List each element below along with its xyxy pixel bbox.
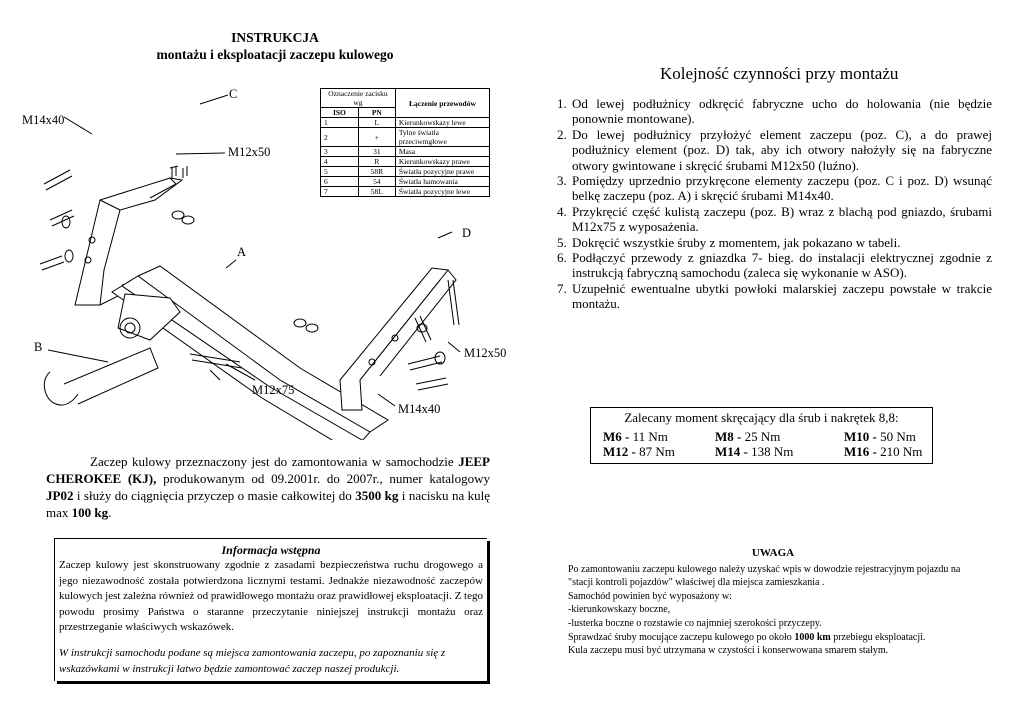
title-line2: montażu i eksploatacji zaczepu kulowego	[156, 47, 394, 62]
info-box	[54, 538, 487, 681]
table-row	[321, 177, 490, 187]
wiring-col-iso: ISO	[321, 108, 359, 118]
list-item: 2. Do lewej podłużnicy przyłożyć element zaczepu (poz. C), a do prawej podłużnicy element (poz. D) tak, aby ich otwory nałożyły się na fabryczne otwory gwintowane i skręcić śrubami M12x50 (luźno).	[570, 127, 992, 173]
label-C: C	[229, 87, 238, 101]
warning-line: -kierunkowskazy boczne,	[568, 604, 671, 616]
row-iso: 2	[321, 128, 359, 147]
row-pn: 31	[358, 147, 395, 157]
table-row	[321, 167, 490, 177]
row-pn: 54	[358, 177, 395, 187]
list-item: 7. Uzupełnić ewentualne ubytki powłoki malarskiej zaczepu powstałe w trakcie montażu.	[570, 281, 992, 312]
row-iso: 6	[321, 177, 359, 187]
wiring-table	[320, 88, 490, 197]
info-italic-note: W instrukcji samochodu podane są miejsca zamontowania zaczepu, po zapoznaniu się z wskazówkami w instrukcji łatwo będzie zamontować zaczep naszej produkcji.	[59, 646, 446, 675]
warning-line: -lusterka boczne o rozstawie co najmniej szerokości przyczepy.	[568, 617, 822, 629]
info-text: Zaczep kulowy jest skonstruowany zgodnie z zasadami bezpieczeństwa ruchu drogowego a jego niezawodność została potwierdzona licznymi testami. Jednakże niezawodność zaczepów kulowych jest zależna również od prawidłowego montażu oraz prawidłowej eksploatacji. Z tego powodu prosimy Państwa o staranne przeczytanie niniejszej instrukcji montażu oraz przestrzeganie właściwych wskazówek.	[59, 559, 483, 634]
warning-line: Sprawdzać śruby mocujące zaczepu kulowego po około 1000 km przebiegu eksploatacji.	[568, 631, 926, 643]
row-desc: Światła pozycyjne lewe	[395, 187, 489, 197]
product-description: Zaczep kulowy przeznaczony jest do zamontowania w samochodzie JEEP CHEROKEE (KJ), produkowanym od 09.2001r. do 2007r., numer katalogowy JP02 i służy do ciągnięcia przyczep o masie całkowitej do 3500 kg i nacisku na kulę max 100 kg.	[46, 454, 491, 520]
row-desc: Światła pozycyjne prawe	[395, 167, 489, 177]
row-iso: 5	[321, 167, 359, 177]
label-M12x50-right: M12x50	[464, 346, 507, 360]
torque-item: M6 - 11 Nm	[603, 429, 668, 444]
wiring-col-pn: PN	[358, 108, 395, 118]
label-M12x75: M12x75	[252, 383, 295, 397]
row-pn: 58L	[358, 187, 395, 197]
steps-list	[548, 96, 992, 312]
label-M12x50-top: M12x50	[228, 145, 271, 159]
table-row	[321, 128, 490, 147]
label-B: B	[34, 340, 43, 354]
table-row	[321, 157, 490, 167]
wiring-header-conn: Łączenie przewodów	[395, 89, 489, 118]
table-row	[321, 118, 490, 128]
warning-line: Samochód powinien być wyposażony w:	[568, 590, 732, 602]
label-A: A	[237, 245, 247, 259]
list-item: 6. Podłączyć przewody z gniazdka 7- bieg. do instalacji elektrycznej zgodnie z instrukcją fabryczną samochodu (zaleca się wykonanie w ASO).	[570, 250, 992, 281]
torque-heading: Zalecany moment skręcający dla śrub i nakrętek 8,8:	[624, 410, 899, 425]
row-iso: 7	[321, 187, 359, 197]
wiring-header-mark: Oznaczenie zacisku wg	[321, 89, 396, 108]
row-iso: 3	[321, 147, 359, 157]
label-D: D	[462, 226, 472, 240]
steps-heading: Kolejność czynności przy montażu	[660, 64, 899, 83]
list-item: 3. Pomiędzy uprzednio przykręcone elementy zaczepu (poz. C i poz. D) wsunąć belkę zaczepu (poz. A) i skręcić śrubami M14x40.	[570, 173, 992, 204]
warning-heading: UWAGA	[751, 547, 795, 559]
torque-item: M10 - 50 Nm	[844, 429, 916, 444]
label-M14x40-bottom: M14x40	[398, 402, 441, 416]
row-iso: 4	[321, 157, 359, 167]
row-pn: 58R	[358, 167, 395, 177]
info-heading: Informacja wstępna	[221, 543, 321, 557]
table-row	[321, 147, 490, 157]
torque-item: M16 - 210 Nm	[844, 444, 923, 459]
title-line1: INSTRUKCJA	[231, 30, 319, 45]
row-desc: Tylne światła przeciwmgłowe	[395, 128, 489, 147]
warning-line: Kula zaczepu musi być utrzymana w czystości i konserwowana smarem stałym.	[568, 645, 889, 657]
doc-title	[150, 29, 400, 63]
table-row	[321, 187, 490, 197]
warning-line: Po zamontowaniu zaczepu kulowego należy uzyskać wpis w dowodzie rejestracyjnym pojazdu na "stacji kontroli pojazdów" właściwej dla miejsca zamieszkania .	[568, 563, 961, 589]
torque-box	[590, 407, 933, 464]
row-pn: +	[358, 128, 395, 147]
torque-item: M8 - 25 Nm	[715, 429, 781, 444]
list-item: 4. Przykręcić część kulistą zaczepu (poz. B) wraz z blachą pod gniazdo, śrubami M12x75 z wyposażenia.	[570, 204, 992, 235]
row-desc: Kierunkowskazy prawe	[395, 157, 489, 167]
row-desc: Światła hamowania	[395, 177, 489, 187]
torque-grid	[603, 429, 932, 459]
row-desc: Masa	[395, 147, 489, 157]
label-M14x40-left: M14x40	[22, 113, 65, 127]
row-pn: R	[358, 157, 395, 167]
warning-section	[568, 547, 978, 658]
list-item: 5. Dokręcić wszystkie śruby z momentem, jak pokazano w tabeli.	[570, 235, 992, 250]
torque-item: M14 - 138 Nm	[715, 444, 794, 459]
row-iso: 1	[321, 118, 359, 128]
list-item: 1. Od lewej podłużnicy odkręcić fabryczne ucho do holowania (nie będzie ponownie montowane).	[570, 96, 992, 127]
torque-item: M12 - 87 Nm	[603, 444, 675, 459]
row-pn: L	[358, 118, 395, 128]
row-desc: Kierunkowskazy lewe	[395, 118, 489, 128]
